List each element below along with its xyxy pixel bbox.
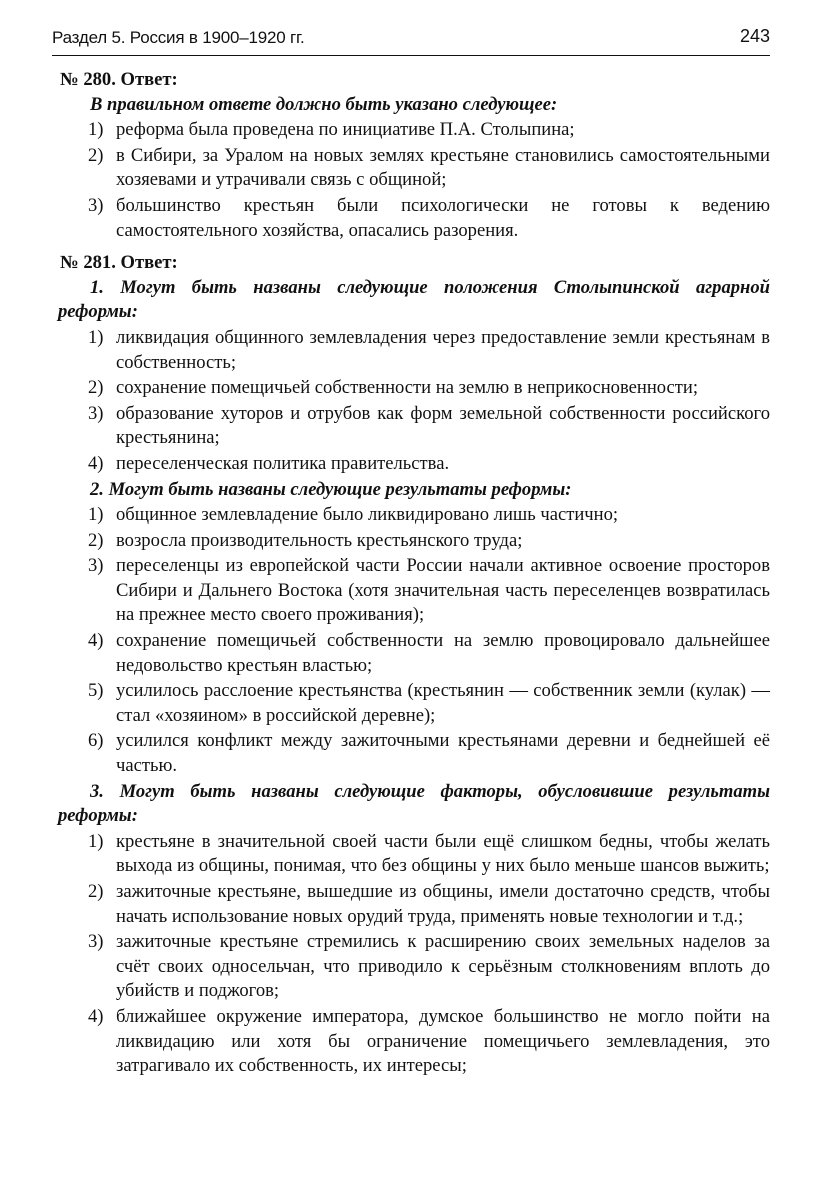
answer-280-heading: № 280. Ответ:	[60, 69, 178, 90]
list-item	[58, 880, 770, 929]
item-text: переселенческая политика правительства.	[116, 452, 450, 474]
answer-281-part3-lead: 3. Могут быть названы следующие факторы, обусловившие результаты реформы:	[58, 780, 770, 827]
item-text: возросла производительность крестьянского труда;	[116, 529, 523, 551]
item-number: 4)	[88, 452, 104, 474]
item-text: сохранение помещичьей собственности на землю провоцировало дальнейшее недовольство крестьян властью;	[116, 630, 770, 676]
answer-281-heading: № 281. Ответ:	[60, 252, 178, 274]
list-item	[58, 554, 770, 628]
list-item	[58, 402, 770, 451]
header-rule	[52, 55, 770, 56]
item-text: крестьяне в значительной своей части были ещё слишком бедны, чтобы желать выхода из общины, понимая, что без общины у них было меньше шансов выжить;	[116, 830, 770, 877]
item-text: реформа была проведена по инициативе П.А. Столыпина;	[116, 119, 575, 141]
item-text: переселенцы из европейской части России начали активное освоение просторов Сибири и Дальнего Востока (хотя значительная часть переселенцев возвратилась на прежнее место своего проживания);	[116, 555, 770, 626]
section-title: Раздел 5. Россия в 1900–1920 гг.	[52, 28, 305, 47]
list-item	[58, 1005, 770, 1079]
list-item	[58, 144, 770, 193]
item-text: ближайшее окружение императора, думское большинство не могло пойти на ликвидацию или хотя бы ограничение помещичьего землевладения, это затрагивало их собственность, их интересы;	[116, 1005, 770, 1077]
answer-281-part2-lead: 2. Могут быть названы следующие результаты реформы:	[90, 478, 572, 500]
item-text: сохранение помещичьей собственности на землю в неприкосновенности;	[116, 377, 699, 399]
item-number: 2)	[88, 377, 104, 399]
page-content	[58, 68, 770, 1080]
item-text: в Сибири, за Уралом на новых землях крестьяне становились самостоятельными хозяевами и утрачивали связь с общиной;	[116, 144, 770, 191]
item-number: 3)	[88, 555, 104, 577]
list-item	[58, 679, 770, 728]
list-item	[58, 326, 770, 375]
item-number: 1)	[88, 119, 104, 141]
list-item	[58, 729, 770, 778]
item-text: усилилось расслоение крестьянства (крестьянин — собственник земли (кулак) — стал «хозяином» в российской деревне);	[116, 680, 770, 726]
item-number: 3)	[88, 194, 104, 216]
item-text: общинное землевладение было ликвидировано лишь частично;	[116, 504, 619, 526]
item-number: 1)	[88, 830, 104, 852]
list-item	[58, 194, 770, 243]
list-item	[58, 930, 770, 1004]
item-number: 3)	[88, 931, 104, 953]
list-item	[58, 503, 770, 528]
list-item	[58, 529, 770, 554]
item-number: 1)	[88, 326, 104, 348]
item-text: ликвидация общинного землевладения через предоставление земли крестьянам в собственность;	[116, 326, 770, 373]
page-number: 243	[739, 26, 770, 46]
item-number: 6)	[88, 730, 104, 752]
item-text: усилился конфликт между зажиточными крестьянами деревни и беднейшей её частью.	[116, 730, 770, 777]
list-item	[58, 376, 770, 401]
list-item	[58, 452, 770, 477]
list-item	[58, 830, 770, 879]
answer-280-lead: В правильном ответе должно быть указано следующее:	[90, 93, 558, 115]
item-number: 4)	[88, 1005, 104, 1027]
running-head	[52, 26, 770, 56]
item-number: 2)	[88, 881, 104, 902]
item-number: 4)	[88, 630, 104, 652]
item-text: зажиточные крестьяне стремились к расширению своих земельных наделов за счёт своих односельчан, что приводило к серьёзным столкновениям вплоть до убийств и поджогов;	[116, 931, 770, 1002]
item-number: 1)	[88, 504, 104, 526]
list-item	[58, 629, 770, 678]
item-text: большинство крестьян были психологически не готовы к ведению самостоятельного хозяйства, опасались разорения.	[116, 194, 770, 241]
item-number: 2)	[88, 144, 104, 166]
list-item	[58, 118, 770, 143]
item-number: 2)	[88, 529, 104, 551]
item-number: 3)	[88, 402, 104, 424]
answer-281-part1-lead: 1. Могут быть названы следующие положения Столыпинской аграрной реформы:	[58, 276, 770, 323]
item-text: зажиточные крестьяне, вышедшие из общины, имели достаточно средств, чтобы начать использование новых орудий труда, применять новые технологии и т.д.;	[116, 881, 770, 927]
item-text: образование хуторов и отрубов как форм земельной собственности российского крестьянина;	[116, 402, 770, 449]
item-number: 5)	[88, 680, 104, 702]
